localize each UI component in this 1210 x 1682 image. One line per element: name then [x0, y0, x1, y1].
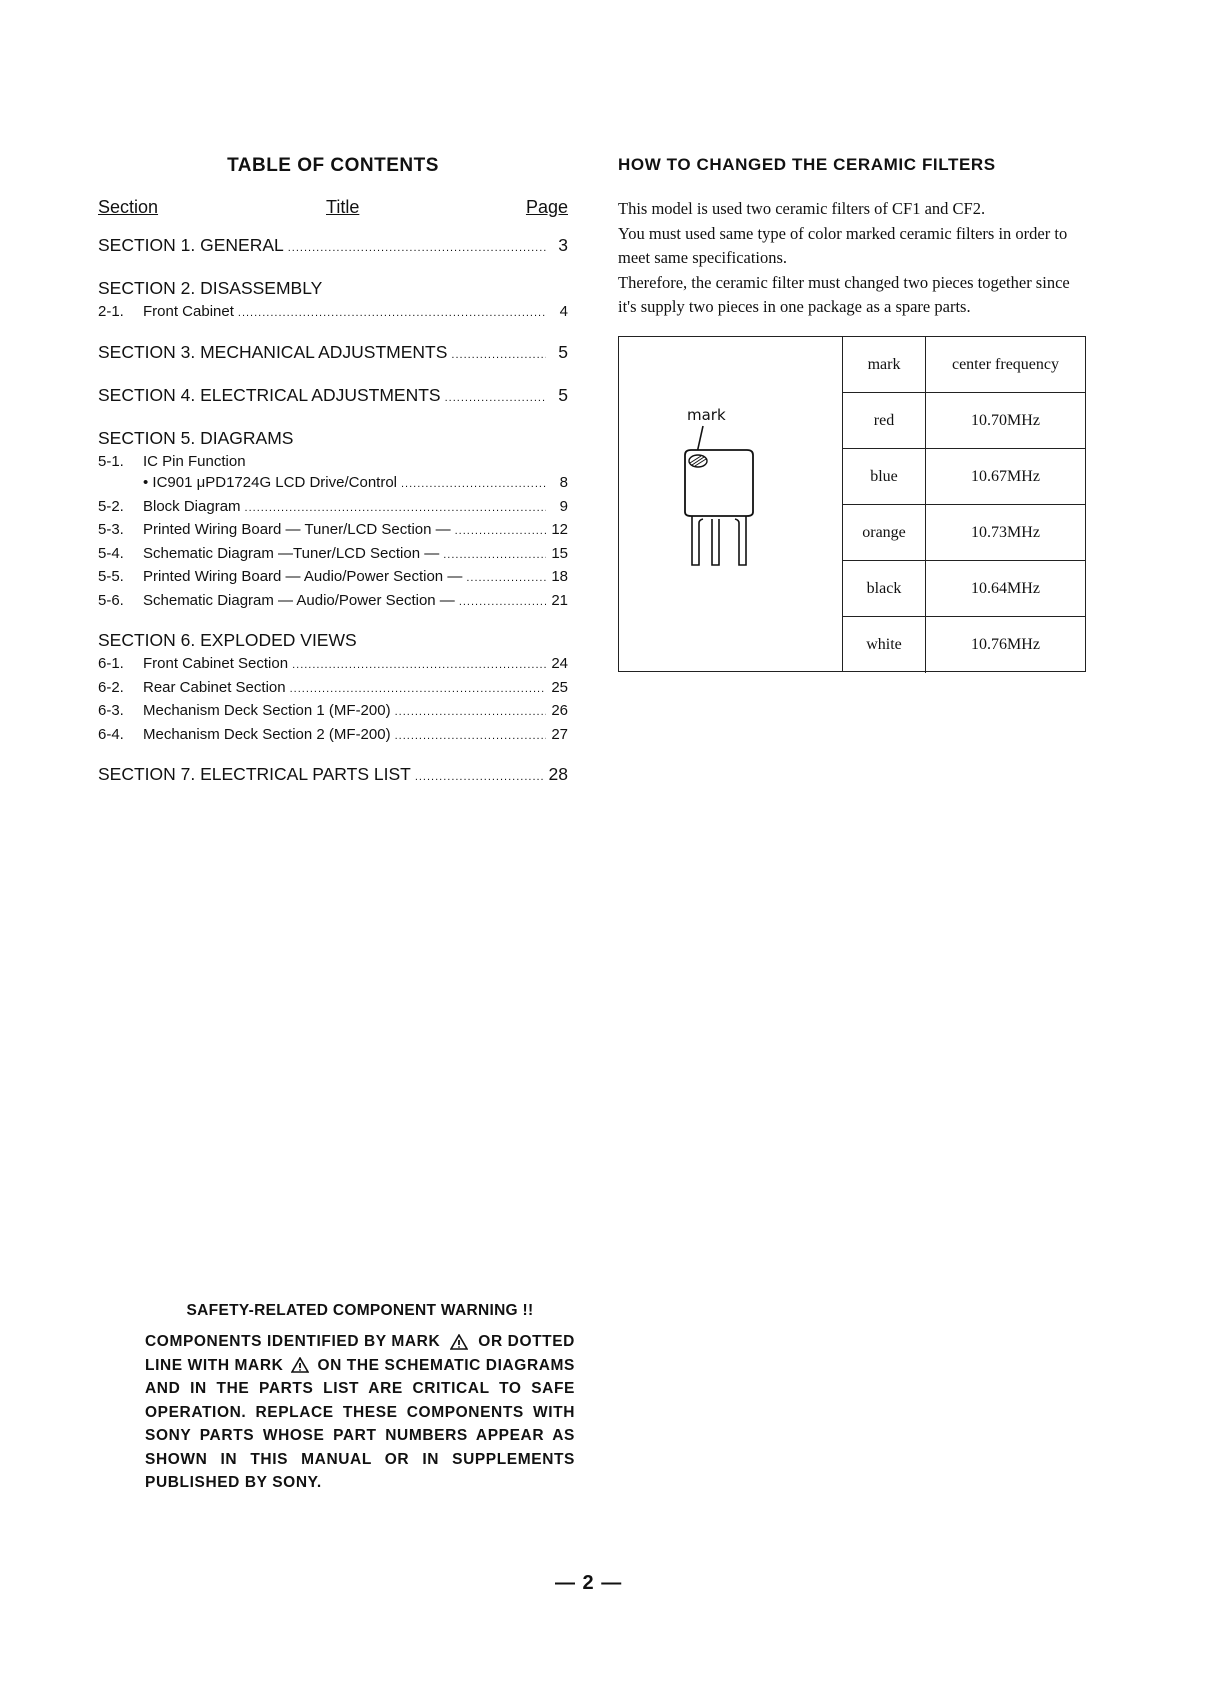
- safety-warning-body: [145, 1330, 575, 1495]
- toc-subsection-number: 5-3.: [98, 521, 124, 538]
- filter-center-frequency: 10.76MHz: [971, 636, 1040, 653]
- filter-center-frequency: 10.73MHz: [971, 523, 1040, 541]
- toc-subsection-number: 5-1.: [98, 452, 124, 470]
- filter-color-mark: red: [843, 393, 926, 448]
- toc-leader-dots: [395, 726, 546, 748]
- toc-subsection-label: Front Cabinet: [143, 303, 234, 320]
- toc-subsection-row[interactable]: [98, 519, 568, 543]
- toc-page-number: 3: [558, 235, 568, 255]
- toc-column-headers: [98, 197, 568, 218]
- toc-subsection-row[interactable]: [98, 472, 568, 496]
- toc-subsection-row[interactable]: [98, 496, 568, 520]
- toc-section-title: SECTION 6. EXPLODED VIEWS: [98, 630, 357, 650]
- caution-triangle-icon: [450, 1334, 468, 1350]
- toc-page-number: 4: [559, 303, 568, 320]
- toc-section-row[interactable]: [98, 275, 568, 301]
- toc-section: [98, 275, 568, 325]
- toc-section-row[interactable]: [98, 232, 568, 261]
- filter-mark-label: mark: [687, 406, 726, 424]
- toc-sections: [98, 232, 568, 790]
- toc-subsection-row[interactable]: [98, 543, 568, 567]
- toc-leader-dots: [415, 764, 545, 790]
- toc-subsection-number: 6-3.: [98, 702, 124, 719]
- toc-section-title: SECTION 5. DIAGRAMS: [98, 427, 294, 448]
- filter-row: [843, 449, 1085, 505]
- toc-section: [98, 339, 568, 368]
- ceramic-filter-title: HOW TO CHANGED THE CERAMIC FILTERS: [618, 155, 996, 174]
- toc-section-title: SECTION 7. ELECTRICAL PARTS LIST: [98, 764, 411, 784]
- filter-center-frequency: 10.70MHz: [971, 411, 1040, 429]
- toc-header-section: Section: [98, 197, 159, 217]
- toc-leader-dots: [401, 474, 546, 496]
- toc-page-number: 8: [559, 474, 568, 491]
- toc-subsection-label: Mechanism Deck Section 2 (MF-200): [143, 725, 391, 743]
- warning-text: LINE WITH MARK: [145, 1356, 284, 1374]
- toc-page-number: 5: [558, 384, 568, 405]
- toc-page-number: 26: [551, 702, 568, 719]
- toc-leader-dots: [290, 679, 546, 701]
- toc-section-title: SECTION 4. ELECTRICAL ADJUSTMENTS: [98, 384, 441, 405]
- toc-page-number: 25: [551, 678, 568, 696]
- warning-text: ON THE SCHEMATIC DIAGRAMS: [317, 1356, 575, 1374]
- toc-subsection-label: IC Pin Function: [143, 452, 246, 470]
- filter-lead-1: [692, 516, 703, 565]
- warning-text: AND IN THE PARTS LIST ARE CRITICAL TO SAFE OPERATION. REPLACE THESE COMPONENTS WITH SONY PARTS WHOSE PART NUMBERS APPEAR AS SHOWN IN THIS MANUAL OR IN SUPPLEMENTS PUBLISHED BY SONY.: [145, 1380, 575, 1491]
- toc-section-title: SECTION 3. MECHANICAL ADJUSTMENTS: [98, 341, 448, 362]
- toc-subsection-number: 6-2.: [98, 678, 124, 696]
- toc-leader-dots: [245, 498, 546, 520]
- toc-subsection-number: 5-2.: [98, 497, 124, 515]
- toc-subsection-label: Block Diagram: [143, 497, 241, 515]
- filter-center-frequency: 10.67MHz: [971, 467, 1040, 485]
- toc-subsection-number: 5-6.: [98, 591, 124, 609]
- ceramic-paragraph: This model is used two ceramic filters of CF1 and CF2.: [618, 199, 986, 218]
- toc-page-number: 9: [559, 497, 568, 515]
- toc-page-number: 24: [551, 655, 568, 672]
- toc-leader-dots: [292, 655, 546, 677]
- header-center-frequency: center frequency: [951, 355, 1060, 373]
- toc-subsection-row[interactable]: [98, 724, 568, 748]
- toc-leader-dots: [238, 303, 546, 325]
- toc-leader-dots: [443, 545, 546, 567]
- toc-section-row[interactable]: [98, 761, 568, 790]
- toc-subsection-number: 6-1.: [98, 655, 124, 672]
- toc-subsection-number: 6-4.: [98, 725, 124, 743]
- toc-section: [98, 627, 568, 747]
- filter-row: [843, 505, 1085, 561]
- page-number: — 2 —: [555, 1572, 623, 1594]
- toc-subsection-row[interactable]: [98, 566, 568, 590]
- filter-diagram-cell: [619, 337, 843, 671]
- toc-title: TABLE OF CONTENTS: [227, 155, 439, 176]
- safety-warning: [145, 1302, 575, 1495]
- header-mark: mark: [843, 337, 926, 392]
- filter-row: [843, 393, 1085, 449]
- toc-page-number: 18: [551, 568, 568, 585]
- toc-section: [98, 761, 568, 790]
- toc-leader-dots: [445, 385, 546, 411]
- ceramic-paragraph: Therefore, the ceramic filter must changed two pieces together since it's supply two pieces in one package as a spare parts.: [618, 272, 1070, 316]
- filter-color-mark: white: [843, 617, 926, 673]
- toc-subsection-label: Mechanism Deck Section 1 (MF-200): [143, 702, 391, 719]
- toc-leader-dots: [395, 702, 546, 724]
- toc-subsection-label: Front Cabinet Section: [143, 655, 289, 672]
- toc-subsection-row[interactable]: [98, 677, 568, 701]
- toc-section-row[interactable]: [98, 627, 568, 653]
- toc-subsection-label: Rear Cabinet Section: [143, 678, 286, 696]
- toc-subsection-row[interactable]: [98, 301, 568, 325]
- toc-page-number: 12: [551, 521, 568, 538]
- toc-page-number: 27: [551, 725, 568, 743]
- toc-header-page: Page: [525, 197, 568, 217]
- filter-center-frequency: 10.64MHz: [971, 579, 1040, 597]
- toc-subsection-row[interactable]: [98, 653, 568, 677]
- filter-color-mark: blue: [843, 449, 926, 504]
- toc-subsection-label: Schematic Diagram —Tuner/LCD Section —: [143, 544, 440, 562]
- toc-section-title: SECTION 1. GENERAL: [98, 235, 284, 255]
- toc-section: [98, 232, 568, 261]
- toc-leader-dots: [288, 235, 546, 261]
- toc-section-row[interactable]: [98, 382, 568, 411]
- toc-leader-dots: [451, 342, 546, 368]
- toc-subsection-number: 2-1.: [98, 303, 124, 320]
- toc-page-number: 5: [558, 341, 568, 362]
- toc-section-row[interactable]: [98, 425, 568, 451]
- filter-frequency-grid: [843, 337, 1085, 671]
- toc-subsection-label: Printed Wiring Board — Audio/Power Section —: [143, 568, 463, 585]
- toc-page-number: 21: [551, 591, 568, 609]
- toc-subsection-row[interactable]: [98, 451, 568, 473]
- caution-triangle-icon: [291, 1357, 309, 1373]
- toc-leader-dots: [459, 592, 546, 614]
- ceramic-filter-text: [618, 197, 1088, 320]
- toc-section: [98, 425, 568, 614]
- filter-color-mark: orange: [843, 505, 926, 560]
- toc-section-title: SECTION 2. DISASSEMBLY: [98, 278, 323, 298]
- safety-warning-title: SAFETY-RELATED COMPONENT WARNING !!: [186, 1302, 534, 1319]
- toc-subsection-number: 5-4.: [98, 544, 124, 562]
- toc-subsection-label: Printed Wiring Board — Tuner/LCD Section —: [143, 521, 451, 538]
- table-of-contents: [98, 155, 568, 804]
- toc-subsection-number: 5-5.: [98, 568, 124, 585]
- mark-leader-line: [697, 426, 703, 453]
- toc-subsection-row[interactable]: [98, 590, 568, 614]
- filter-header-row: [843, 337, 1085, 393]
- toc-section-row[interactable]: [98, 339, 568, 368]
- toc-subsection-label: Schematic Diagram — Audio/Power Section —: [143, 591, 455, 609]
- toc-page-number: 28: [548, 764, 568, 784]
- filter-lead-3: [735, 516, 746, 565]
- toc-leader-dots: [455, 521, 546, 543]
- warning-text: OR DOTTED: [478, 1333, 575, 1350]
- filter-lead-2: [712, 519, 719, 565]
- toc-subsection-row[interactable]: [98, 700, 568, 724]
- toc-section: [98, 382, 568, 411]
- ceramic-filter-diagram: [619, 337, 842, 671]
- ceramic-paragraph: You must used same type of color marked ceramic filters in order to meet same specifications.: [618, 223, 1068, 267]
- toc-leader-dots: [466, 568, 546, 590]
- toc-subsection-label: • IC901 μPD1724G LCD Drive/Control: [143, 474, 397, 491]
- filter-row: [843, 617, 1085, 673]
- filter-color-mark: black: [843, 561, 926, 616]
- ceramic-filter-section: [618, 155, 1088, 320]
- ceramic-filter-table: [618, 336, 1086, 672]
- warning-text: COMPONENTS IDENTIFIED BY MARK: [145, 1333, 441, 1350]
- toc-page-number: 15: [551, 544, 568, 562]
- toc-header-title: Title: [326, 197, 360, 217]
- filter-row: [843, 561, 1085, 617]
